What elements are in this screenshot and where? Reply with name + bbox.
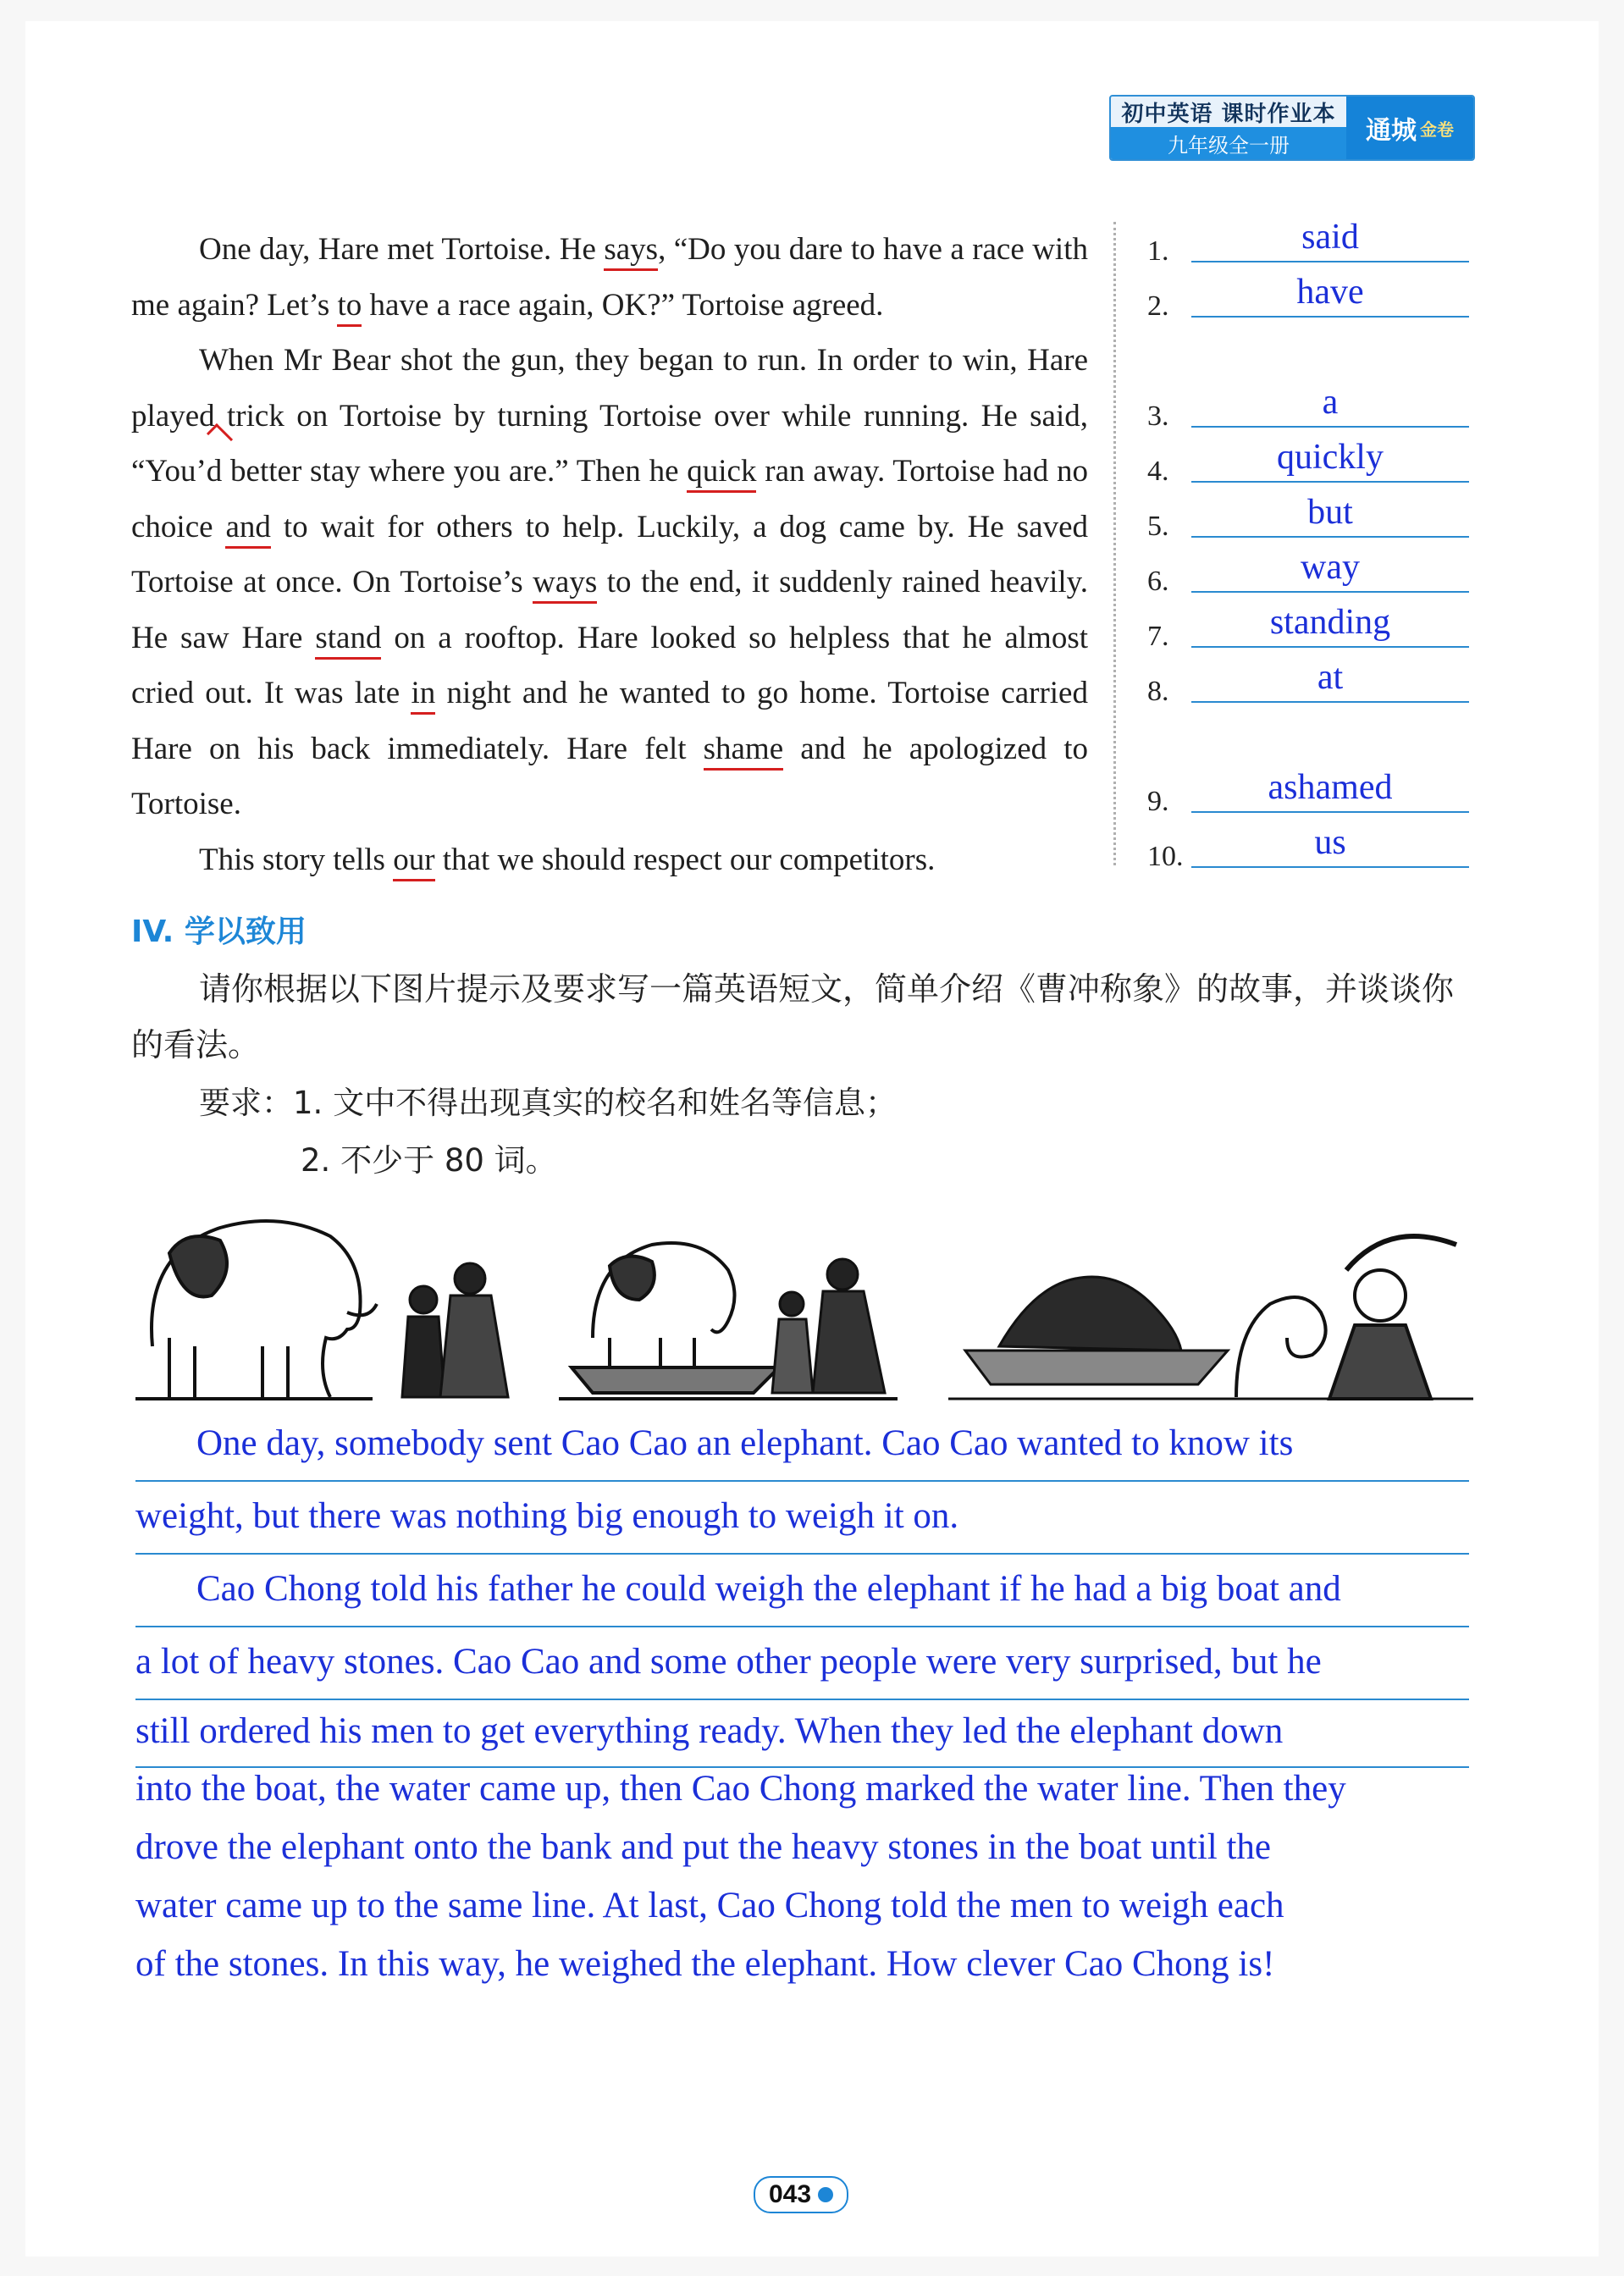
answer-number: 9.: [1147, 786, 1169, 817]
answer-item[interactable]: [1147, 377, 1469, 432]
answer-value: standing: [1269, 603, 1391, 642]
answer-line: [1191, 591, 1469, 593]
error-word-6: ways: [533, 565, 597, 604]
essay-line: into the boat, the water came up, then Cao Chong marked the water line. Then they: [135, 1769, 1346, 1809]
answer-value: said: [1301, 218, 1359, 257]
answer-item[interactable]: [1147, 652, 1469, 707]
answer-number: 2.: [1147, 290, 1169, 322]
answer-value: a: [1322, 383, 1339, 422]
answer-number: 3.: [1147, 401, 1169, 432]
text: to wait for others to help. Luckily, a dog came by. He saved Tortoise at once. On Tortoise’s: [131, 509, 1088, 599]
error-word-9: shame: [704, 732, 784, 771]
answer-number: 5.: [1147, 511, 1169, 542]
text: night and he wanted to go home. Tortoise carried Hare on his back immediately. Hare felt: [131, 676, 1088, 766]
text: to the end, it suddenly rained heavily. He saw Hare: [131, 565, 1089, 655]
answer-line: [1191, 316, 1469, 318]
answer-line: [1191, 536, 1469, 538]
requirement-2: 2. 不少于 80 词。: [301, 1142, 557, 1179]
header-badge: [1109, 95, 1475, 161]
answer-line: [1191, 426, 1469, 428]
answer-value: but: [1307, 493, 1353, 532]
answer-item[interactable]: [1147, 762, 1469, 817]
panel-1-figures-icon: [402, 1263, 508, 1397]
answer-line: [1191, 866, 1469, 868]
badge-subtitle: 九年级全一册: [1168, 133, 1290, 157]
answer-line: [1191, 701, 1469, 703]
text: have a race again, OK?” Tortoise agreed.: [362, 287, 884, 323]
section-title: IV. 学以致用: [131, 914, 307, 949]
answer-item[interactable]: [1147, 267, 1469, 322]
essay-line: drove the elephant onto the bank and put the heavy stones in the boat until the: [135, 1827, 1272, 1867]
error-word-2: to: [337, 288, 362, 327]
answer-item[interactable]: [1147, 597, 1469, 652]
answer-line: [1191, 811, 1469, 813]
error-word-1: says: [604, 232, 658, 271]
passage-paragraph-1: [131, 222, 1088, 333]
answer-value: ashamed: [1268, 768, 1393, 807]
answer-number: 7.: [1147, 621, 1169, 652]
text: , “Do you dare to have a race with me again? Let’s: [131, 232, 1088, 323]
answer-line: [1191, 646, 1469, 648]
page-number: [754, 2176, 848, 2213]
text: This story tells: [199, 842, 394, 877]
badge-title: 初中英语 课时作业本: [1111, 97, 1346, 127]
answer-value: us: [1314, 823, 1346, 862]
text: on a rooftop. Hare looked so helpless that he almost cried out. It was late: [131, 620, 1088, 710]
error-word-7: stand: [315, 621, 381, 660]
answer-item[interactable]: [1147, 487, 1469, 542]
text: When Mr Bear shot the gun, they began to run. In order to win, Hare: [199, 343, 1088, 378]
answer-number: 6.: [1147, 566, 1169, 597]
writing-rule: [135, 1553, 1469, 1555]
writing-rule: [135, 1626, 1469, 1627]
panel-2-figures-icon: [772, 1259, 885, 1393]
story-illustrations: [135, 1202, 1473, 1406]
badge-text-block: [1111, 97, 1346, 159]
essay-line: weight, but there was nothing big enough to weigh it on.: [135, 1496, 959, 1536]
brand-logo: [1346, 97, 1473, 159]
essay-line: One day, somebody sent Cao Cao an elephant. Cao Cao wanted to know its: [196, 1423, 1294, 1463]
writing-rule: [135, 1480, 1469, 1482]
answer-number: 4.: [1147, 456, 1169, 487]
essay-line: water came up to the same line. At last, Cao Chong told the men to weigh each: [135, 1886, 1284, 1925]
answer-line: [1191, 261, 1469, 262]
column-divider: [1113, 222, 1116, 865]
answer-item[interactable]: [1147, 212, 1469, 267]
answer-value: way: [1301, 548, 1360, 587]
panel-1-elephant-icon: [135, 1221, 377, 1399]
answer-item[interactable]: [1147, 542, 1469, 597]
requirement-1: 要求：1. 文中不得出现真实的校名和姓名等信息；: [199, 1085, 898, 1121]
essay-line: still ordered his men to get everything ready. When they led the elephant down: [135, 1711, 1284, 1751]
error-word-3-insert-mark: played: [131, 398, 215, 434]
error-word-4: quick: [687, 454, 756, 493]
instruction-text: 请你根据以下图片提示及要求写一篇英语短文，简单介绍《曹冲称象》的故事，并谈谈你的看法。: [131, 970, 1455, 1063]
answer-value: have: [1296, 273, 1364, 312]
answer-value: at: [1317, 658, 1344, 697]
passage-paragraph-3: [131, 832, 1088, 888]
passage-paragraph-2: [131, 333, 1088, 832]
panel-3-figure-elephant-icon: [1236, 1236, 1456, 1399]
brand-small: 金卷: [1420, 119, 1454, 140]
essay-line: Cao Chong told his father he could weigh the elephant if he had a big boat and: [196, 1569, 1341, 1609]
error-word-8: in: [411, 676, 435, 715]
answer-value: quickly: [1277, 438, 1384, 477]
instructions: [131, 961, 1478, 1073]
text: ran away. Tortoise had no choice: [131, 454, 1088, 544]
text: trick on Tortoise by turning Tortoise over while running. He said, “You’d better stay where you are.” Then he: [131, 398, 1088, 489]
error-word-5: and: [225, 510, 270, 549]
answer-number: 8.: [1147, 676, 1169, 707]
brand-name: 通城: [1366, 116, 1417, 146]
text: that we should respect our competitors.: [434, 842, 936, 877]
page-number-text: 043: [768, 2180, 812, 2208]
error-word-10: our: [393, 842, 434, 881]
essay-line: a lot of heavy stones. Cao Cao and some other people were very surprised, but he: [135, 1642, 1322, 1682]
essay-line: of the stones. In this way, he weighed the elephant. How clever Cao Chong is!: [135, 1944, 1275, 1984]
answer-item[interactable]: [1147, 817, 1469, 872]
page-dot-icon: [818, 2187, 833, 2202]
text: and he apologized to Tortoise.: [131, 731, 1088, 821]
answer-number: 10.: [1147, 841, 1184, 872]
answer-number: 1.: [1147, 235, 1169, 267]
writing-rule: [135, 1699, 1469, 1700]
answer-item[interactable]: [1147, 432, 1469, 487]
passage: [131, 222, 1088, 887]
answer-line: [1191, 481, 1469, 483]
text: One day, Hare met Tortoise. He: [199, 232, 605, 267]
